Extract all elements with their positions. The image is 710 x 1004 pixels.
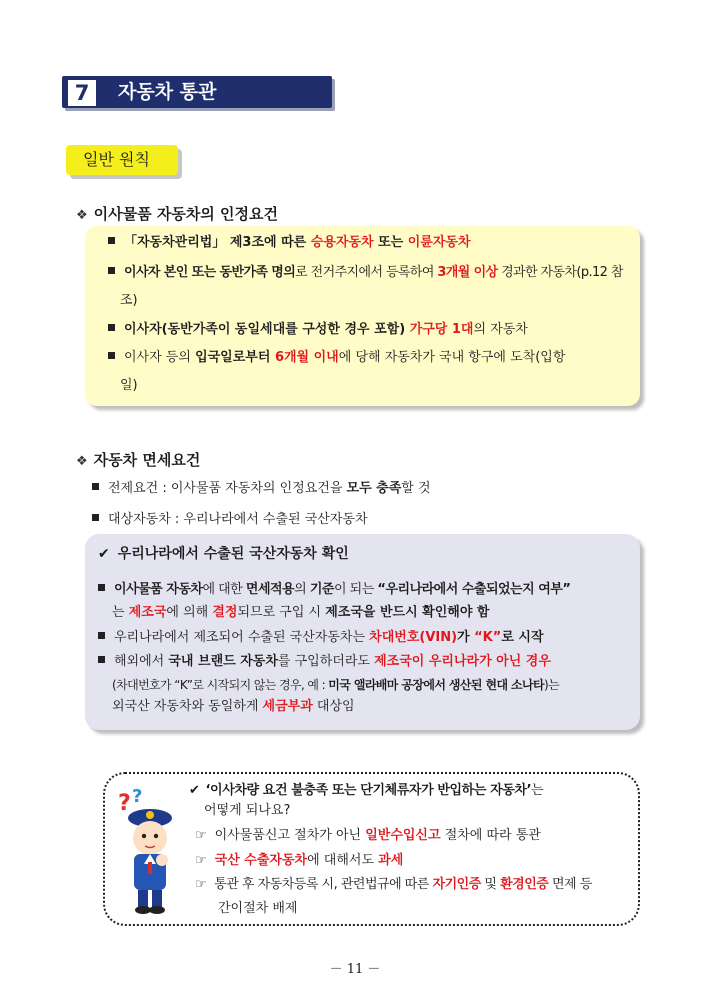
general-principle-label: 일반 원칙 bbox=[83, 150, 150, 169]
recognition-item-2-cont: 조) bbox=[120, 293, 138, 308]
square-bullet-icon bbox=[108, 352, 115, 359]
exemption-heading: ❖ 자동차 면세요건 bbox=[76, 451, 201, 469]
square-bullet-icon bbox=[98, 656, 105, 663]
square-bullet-icon bbox=[108, 267, 115, 274]
pointing-hand-icon: ☞ bbox=[195, 828, 207, 843]
check-item-3-cont-2: 외국산 자동차와 동일하게 세금부과 대상임 bbox=[112, 699, 355, 714]
recognition-item-4: 이사자 등의 입국일로부터 6개월 이내에 당해 자동차가 국내 항구에 도착(입항 bbox=[108, 348, 565, 367]
svg-text:?: ? bbox=[118, 791, 131, 816]
faq-answer-3-cont: 간이절차 배제 bbox=[218, 901, 298, 916]
faq-answer-2: ☞ 국산 수출자동차에 대해서도 과세 bbox=[195, 853, 404, 868]
pointing-hand-icon: ☞ bbox=[195, 853, 207, 868]
check-item-3-cont-1: (차대번호가 “K”로 시작되지 않는 경우, 예 : 미국 앨라배마 공장에서 생산된 현대 소나타)는 bbox=[112, 678, 560, 692]
square-bullet-icon bbox=[98, 584, 105, 591]
square-bullet-icon bbox=[92, 483, 99, 490]
pointing-hand-icon: ☞ bbox=[195, 877, 207, 892]
square-bullet-icon bbox=[98, 632, 105, 639]
recognition-item-3: 이사자(동반가족이 동일세대를 구성한 경우 포함) 가구당 1대의 자동차 bbox=[108, 320, 528, 339]
diamond-bullet-icon: ❖ bbox=[76, 208, 88, 223]
domestic-check-heading: ✔ 우리나라에서 수출된 국산자동차 확인 bbox=[98, 546, 349, 562]
checkmark-icon: ✔ bbox=[98, 546, 110, 562]
recognition-item-2: 이사자 본인 또는 동반가족 명의로 전거주지에서 등록하여 3개월 이상 경과한 자동차(p.12 참 bbox=[108, 263, 623, 282]
square-bullet-icon bbox=[108, 237, 115, 244]
recognition-heading: ❖ 이사물품 자동차의 인정요건 bbox=[76, 205, 278, 223]
exemption-item-1: 전제요건 : 이사물품 자동차의 인정요건을 모두 충족할 것 bbox=[92, 479, 431, 498]
square-bullet-icon bbox=[92, 514, 99, 521]
recognition-box bbox=[85, 226, 640, 406]
svg-text:?: ? bbox=[132, 786, 143, 807]
check-item-1: 이사물품 자동차에 대한 면세적용의 기준이 되는 “우리나라에서 수출되었는지 여부” bbox=[98, 580, 570, 599]
customs-officer-mascot-icon bbox=[110, 784, 182, 916]
faq-answer-1: ☞ 이사물품신고 절차가 아닌 일반수입신고 절차에 따라 통관 bbox=[195, 828, 541, 843]
section-title: 자동차 통관 bbox=[118, 81, 217, 103]
exemption-item-2: 대상자동차 : 우리나라에서 수출된 국산자동차 bbox=[92, 510, 368, 529]
checkmark-icon: ✔ bbox=[189, 783, 200, 798]
square-bullet-icon bbox=[108, 324, 115, 331]
page-number: － 11 － bbox=[329, 962, 381, 977]
faq-answer-3: ☞ 통관 후 자동차등록 시, 관련법규에 따른 자기인증 및 환경인증 면제 등 bbox=[195, 877, 592, 892]
faq-question: ✔ ‘이사차량 요건 불충족 또는 단기체류자가 반입하는 자동차’는 bbox=[189, 783, 544, 798]
recognition-item-4-cont: 일) bbox=[120, 378, 138, 393]
section-number: 7 bbox=[67, 79, 97, 107]
check-item-3: 해외에서 국내 브랜드 자동차를 구입하더라도 제조국이 우리나라가 아닌 경우 bbox=[98, 652, 551, 671]
recognition-item-1: 「자동차관리법」 제3조에 따른 승용자동차 또는 이륜자동차 bbox=[108, 233, 471, 252]
check-item-2: 우리나라에서 제조되어 수출된 국산자동차는 차대번호(VIN)가 “K”로 시작 bbox=[98, 628, 544, 647]
diamond-bullet-icon: ❖ bbox=[76, 454, 88, 469]
faq-question-cont: 어떻게 되나요? bbox=[204, 803, 291, 818]
check-item-1-cont: 는 제조국에 의해 결정되므로 구입 시 제조국을 반드시 확인해야 함 bbox=[112, 605, 490, 620]
